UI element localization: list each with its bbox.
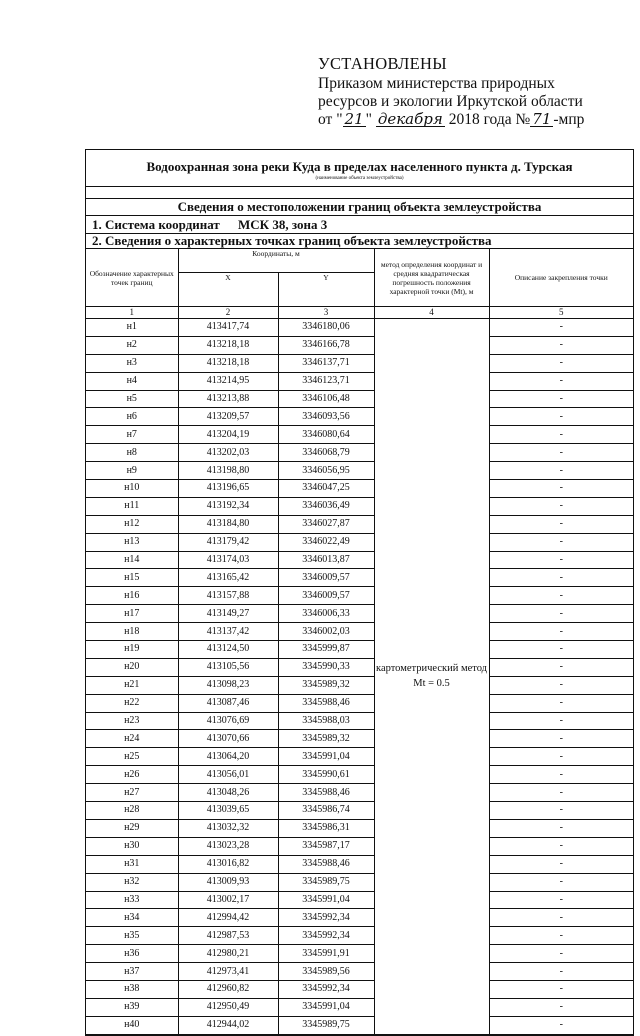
point-y: 3345988,46 — [278, 855, 374, 873]
point-description: - — [489, 927, 633, 945]
point-x: 412944,02 — [178, 1016, 278, 1034]
point-description: - — [489, 963, 633, 981]
coord-system-label: 1. Система координат — [92, 217, 220, 232]
table-row — [86, 873, 633, 891]
point-id: н20 — [86, 658, 178, 676]
point-id: н3 — [86, 354, 178, 372]
point-description: - — [489, 658, 633, 676]
table-row — [86, 676, 633, 694]
point-x: 413149,27 — [178, 605, 278, 623]
point-y: 3346002,03 — [278, 623, 374, 641]
point-description: - — [489, 980, 633, 998]
point-y: 3345991,04 — [278, 891, 374, 909]
point-x: 413064,20 — [178, 748, 278, 766]
date-year: 2018 года № — [448, 111, 531, 128]
table-row — [86, 784, 633, 802]
point-id: н36 — [86, 945, 178, 963]
table-row — [86, 551, 633, 569]
point-y: 3345999,87 — [278, 641, 374, 659]
point-x: 413076,69 — [178, 712, 278, 730]
column-number: 2 — [178, 307, 278, 319]
table-row — [86, 462, 633, 480]
column-number-row — [86, 307, 633, 319]
point-id: н6 — [86, 408, 178, 426]
document-title-caption: (наименование объекта землеустройства) — [315, 176, 404, 181]
point-id: н34 — [86, 909, 178, 927]
table-row — [86, 855, 633, 873]
info-heading: Сведения о местоположении границ объекта землеустройства — [86, 199, 633, 216]
point-description: - — [489, 372, 633, 390]
header-coords: Координаты, м — [178, 249, 374, 273]
table-row — [86, 909, 633, 927]
point-x: 412987,53 — [178, 927, 278, 945]
table-row — [86, 730, 633, 748]
point-y: 3345989,32 — [278, 676, 374, 694]
point-id: н38 — [86, 980, 178, 998]
point-id: н22 — [86, 694, 178, 712]
point-x: 413204,19 — [178, 426, 278, 444]
point-y: 3345988,46 — [278, 694, 374, 712]
point-x: 412973,41 — [178, 963, 278, 981]
point-y: 3345992,34 — [278, 909, 374, 927]
point-description: - — [489, 748, 633, 766]
point-id: н31 — [86, 855, 178, 873]
point-description: - — [489, 730, 633, 748]
date-quote: " — [365, 111, 372, 128]
point-x: 412950,49 — [178, 998, 278, 1016]
point-y: 3346166,78 — [278, 336, 374, 354]
point-description: - — [489, 1016, 633, 1034]
header-point: Обозначение характерных точек границ — [86, 249, 178, 307]
point-y: 3345990,33 — [278, 658, 374, 676]
header-x: X — [178, 273, 278, 307]
point-y: 3346036,49 — [278, 497, 374, 515]
coord-system-value: МСК 38, зона 3 — [238, 217, 328, 232]
point-description: - — [489, 533, 633, 551]
point-description: - — [489, 909, 633, 927]
point-y: 3346068,79 — [278, 444, 374, 462]
point-description: - — [489, 623, 633, 641]
point-id: н12 — [86, 515, 178, 533]
point-x: 413032,32 — [178, 819, 278, 837]
point-description: - — [489, 551, 633, 569]
column-number: 1 — [86, 307, 178, 319]
table-row — [86, 587, 633, 605]
point-id: н7 — [86, 426, 178, 444]
point-y: 3345989,75 — [278, 1016, 374, 1034]
point-x: 413214,95 — [178, 372, 278, 390]
point-y: 3346093,56 — [278, 408, 374, 426]
point-x: 413105,56 — [178, 658, 278, 676]
point-description: - — [489, 855, 633, 873]
point-id: н23 — [86, 712, 178, 730]
date-month: декабря — [377, 110, 443, 128]
point-description: - — [489, 998, 633, 1016]
table-row — [86, 748, 633, 766]
table-row — [86, 980, 633, 998]
point-id: н15 — [86, 569, 178, 587]
point-description: - — [489, 408, 633, 426]
approval-title: УСТАНОВЛЕНЫ — [318, 54, 447, 73]
table-row — [86, 819, 633, 837]
table-row — [86, 426, 633, 444]
point-x: 413213,88 — [178, 390, 278, 408]
point-id: н13 — [86, 533, 178, 551]
point-description: - — [489, 569, 633, 587]
point-x: 413098,23 — [178, 676, 278, 694]
point-id: н35 — [86, 927, 178, 945]
point-x: 413002,17 — [178, 891, 278, 909]
table-row — [86, 372, 633, 390]
point-x: 413009,93 — [178, 873, 278, 891]
point-x: 413192,34 — [178, 497, 278, 515]
table-row — [86, 658, 633, 676]
approval-date-line — [318, 111, 584, 129]
point-description: - — [489, 605, 633, 623]
point-description: - — [489, 390, 633, 408]
point-y: 3346047,25 — [278, 480, 374, 498]
table-row — [86, 497, 633, 515]
point-x: 413196,65 — [178, 480, 278, 498]
point-id: н11 — [86, 497, 178, 515]
point-id: н37 — [86, 963, 178, 981]
point-x: 413048,26 — [178, 784, 278, 802]
table-row — [86, 837, 633, 855]
point-x: 413174,03 — [178, 551, 278, 569]
table-row — [86, 533, 633, 551]
point-x: 413016,82 — [178, 855, 278, 873]
point-description: - — [489, 336, 633, 354]
table-row — [86, 480, 633, 498]
point-y: 3346027,87 — [278, 515, 374, 533]
points-table — [86, 248, 633, 1035]
point-description: - — [489, 462, 633, 480]
point-y: 3346013,87 — [278, 551, 374, 569]
point-id: н16 — [86, 587, 178, 605]
header-method: метод определения координат и средняя квадратическая погрешность положения характерной точки (Mt), м — [374, 249, 489, 307]
point-description: - — [489, 641, 633, 659]
point-x: 412960,82 — [178, 980, 278, 998]
table-row — [86, 963, 633, 981]
spacer-band — [86, 187, 633, 199]
point-y: 3345988,46 — [278, 784, 374, 802]
point-description: - — [489, 676, 633, 694]
point-id: н17 — [86, 605, 178, 623]
point-description: - — [489, 945, 633, 963]
point-id: н30 — [86, 837, 178, 855]
table-row — [86, 408, 633, 426]
table-row — [86, 694, 633, 712]
point-id: н10 — [86, 480, 178, 498]
point-id: н29 — [86, 819, 178, 837]
point-x: 413184,80 — [178, 515, 278, 533]
point-id: н8 — [86, 444, 178, 462]
point-description: - — [489, 497, 633, 515]
point-y: 3345991,91 — [278, 945, 374, 963]
point-description: - — [489, 891, 633, 909]
point-description: - — [489, 480, 633, 498]
point-description: - — [489, 515, 633, 533]
header-y: Y — [278, 273, 374, 307]
order-suffix: -мпр — [553, 111, 585, 128]
point-description: - — [489, 354, 633, 372]
point-id: н24 — [86, 730, 178, 748]
document-sheet — [85, 149, 634, 1036]
approval-stamp — [318, 55, 584, 129]
table-row — [86, 390, 633, 408]
point-y: 3345992,34 — [278, 927, 374, 945]
point-y: 3345988,03 — [278, 712, 374, 730]
point-y: 3346123,71 — [278, 372, 374, 390]
point-y: 3346009,57 — [278, 569, 374, 587]
point-x: 413218,18 — [178, 354, 278, 372]
point-id: н25 — [86, 748, 178, 766]
column-number: 3 — [278, 307, 374, 319]
point-x: 413417,74 — [178, 319, 278, 337]
point-x: 413198,80 — [178, 462, 278, 480]
table-row — [86, 1016, 633, 1034]
point-y: 3346080,64 — [278, 426, 374, 444]
point-x: 413056,01 — [178, 766, 278, 784]
point-x: 413218,18 — [178, 336, 278, 354]
point-description: - — [489, 766, 633, 784]
point-id: н18 — [86, 623, 178, 641]
point-id: н4 — [86, 372, 178, 390]
point-y: 3346009,57 — [278, 587, 374, 605]
point-id: н40 — [86, 1016, 178, 1034]
point-description: - — [489, 444, 633, 462]
date-prefix: от " — [318, 111, 343, 128]
point-id: н1 — [86, 319, 178, 337]
method-cell: картометрический метод Mt = 0.5 — [374, 319, 489, 1035]
point-description: - — [489, 837, 633, 855]
point-x: 413137,42 — [178, 623, 278, 641]
table-row — [86, 891, 633, 909]
point-y: 3345991,04 — [278, 998, 374, 1016]
point-id: н27 — [86, 784, 178, 802]
table-row — [86, 641, 633, 659]
point-y: 3346137,71 — [278, 354, 374, 372]
date-day: 21 — [344, 110, 364, 128]
point-y: 3345989,32 — [278, 730, 374, 748]
point-id: н14 — [86, 551, 178, 569]
point-x: 413157,88 — [178, 587, 278, 605]
point-y: 3345990,61 — [278, 766, 374, 784]
point-id: н26 — [86, 766, 178, 784]
point-y: 3346106,48 — [278, 390, 374, 408]
point-id: н2 — [86, 336, 178, 354]
point-description: - — [489, 712, 633, 730]
point-description: - — [489, 426, 633, 444]
point-y: 3346056,95 — [278, 462, 374, 480]
point-x: 413165,42 — [178, 569, 278, 587]
point-id: н19 — [86, 641, 178, 659]
table-row — [86, 336, 633, 354]
point-x: 413023,28 — [178, 837, 278, 855]
point-description: - — [489, 784, 633, 802]
table-row — [86, 712, 633, 730]
point-x: 413087,46 — [178, 694, 278, 712]
point-description: - — [489, 694, 633, 712]
column-number: 5 — [489, 307, 633, 319]
document-title-block — [86, 150, 633, 187]
point-y: 3345989,56 — [278, 963, 374, 981]
point-x: 413124,50 — [178, 641, 278, 659]
point-y: 3345989,75 — [278, 873, 374, 891]
point-x: 412994,42 — [178, 909, 278, 927]
approval-line-2: ресурсов и экологии Иркутской области — [318, 93, 583, 110]
point-description: - — [489, 319, 633, 337]
point-x: 413070,66 — [178, 730, 278, 748]
point-y: 3346180,06 — [278, 319, 374, 337]
coord-system-row — [86, 216, 633, 234]
point-x: 412980,21 — [178, 945, 278, 963]
order-number: 71 — [532, 110, 552, 128]
point-x: 413179,42 — [178, 533, 278, 551]
point-y: 3345991,04 — [278, 748, 374, 766]
point-id: н5 — [86, 390, 178, 408]
table-row — [86, 623, 633, 641]
point-id: н9 — [86, 462, 178, 480]
point-id: н39 — [86, 998, 178, 1016]
point-y: 3345992,34 — [278, 980, 374, 998]
point-description: - — [489, 873, 633, 891]
point-y: 3345986,74 — [278, 802, 374, 820]
header-description: Описание закрепления точки — [489, 249, 633, 307]
table-row — [86, 945, 633, 963]
point-y: 3346006,33 — [278, 605, 374, 623]
point-description: - — [489, 802, 633, 820]
table-row — [86, 766, 633, 784]
point-x: 413202,03 — [178, 444, 278, 462]
point-id: н21 — [86, 676, 178, 694]
table-row — [86, 354, 633, 372]
point-id: н32 — [86, 873, 178, 891]
table-row — [86, 319, 633, 337]
point-x: 413209,57 — [178, 408, 278, 426]
point-id: н33 — [86, 891, 178, 909]
table-row — [86, 927, 633, 945]
point-description: - — [489, 819, 633, 837]
point-y: 3345986,31 — [278, 819, 374, 837]
table-row — [86, 605, 633, 623]
document-title: Водоохранная зона реки Куда в пределах населенного пункта д. Турская — [146, 159, 573, 174]
table-row — [86, 569, 633, 587]
point-y: 3346022,49 — [278, 533, 374, 551]
table-row — [86, 802, 633, 820]
point-description: - — [489, 587, 633, 605]
table-row — [86, 444, 633, 462]
column-number: 4 — [374, 307, 489, 319]
table-row — [86, 515, 633, 533]
points-heading: 2. Сведения о характерных точках границ объекта землеустройства — [92, 233, 492, 248]
point-id: н28 — [86, 802, 178, 820]
point-x: 413039,65 — [178, 802, 278, 820]
table-row — [86, 998, 633, 1016]
approval-line-1: Приказом министерства природных — [318, 75, 555, 92]
point-y: 3345987,17 — [278, 837, 374, 855]
